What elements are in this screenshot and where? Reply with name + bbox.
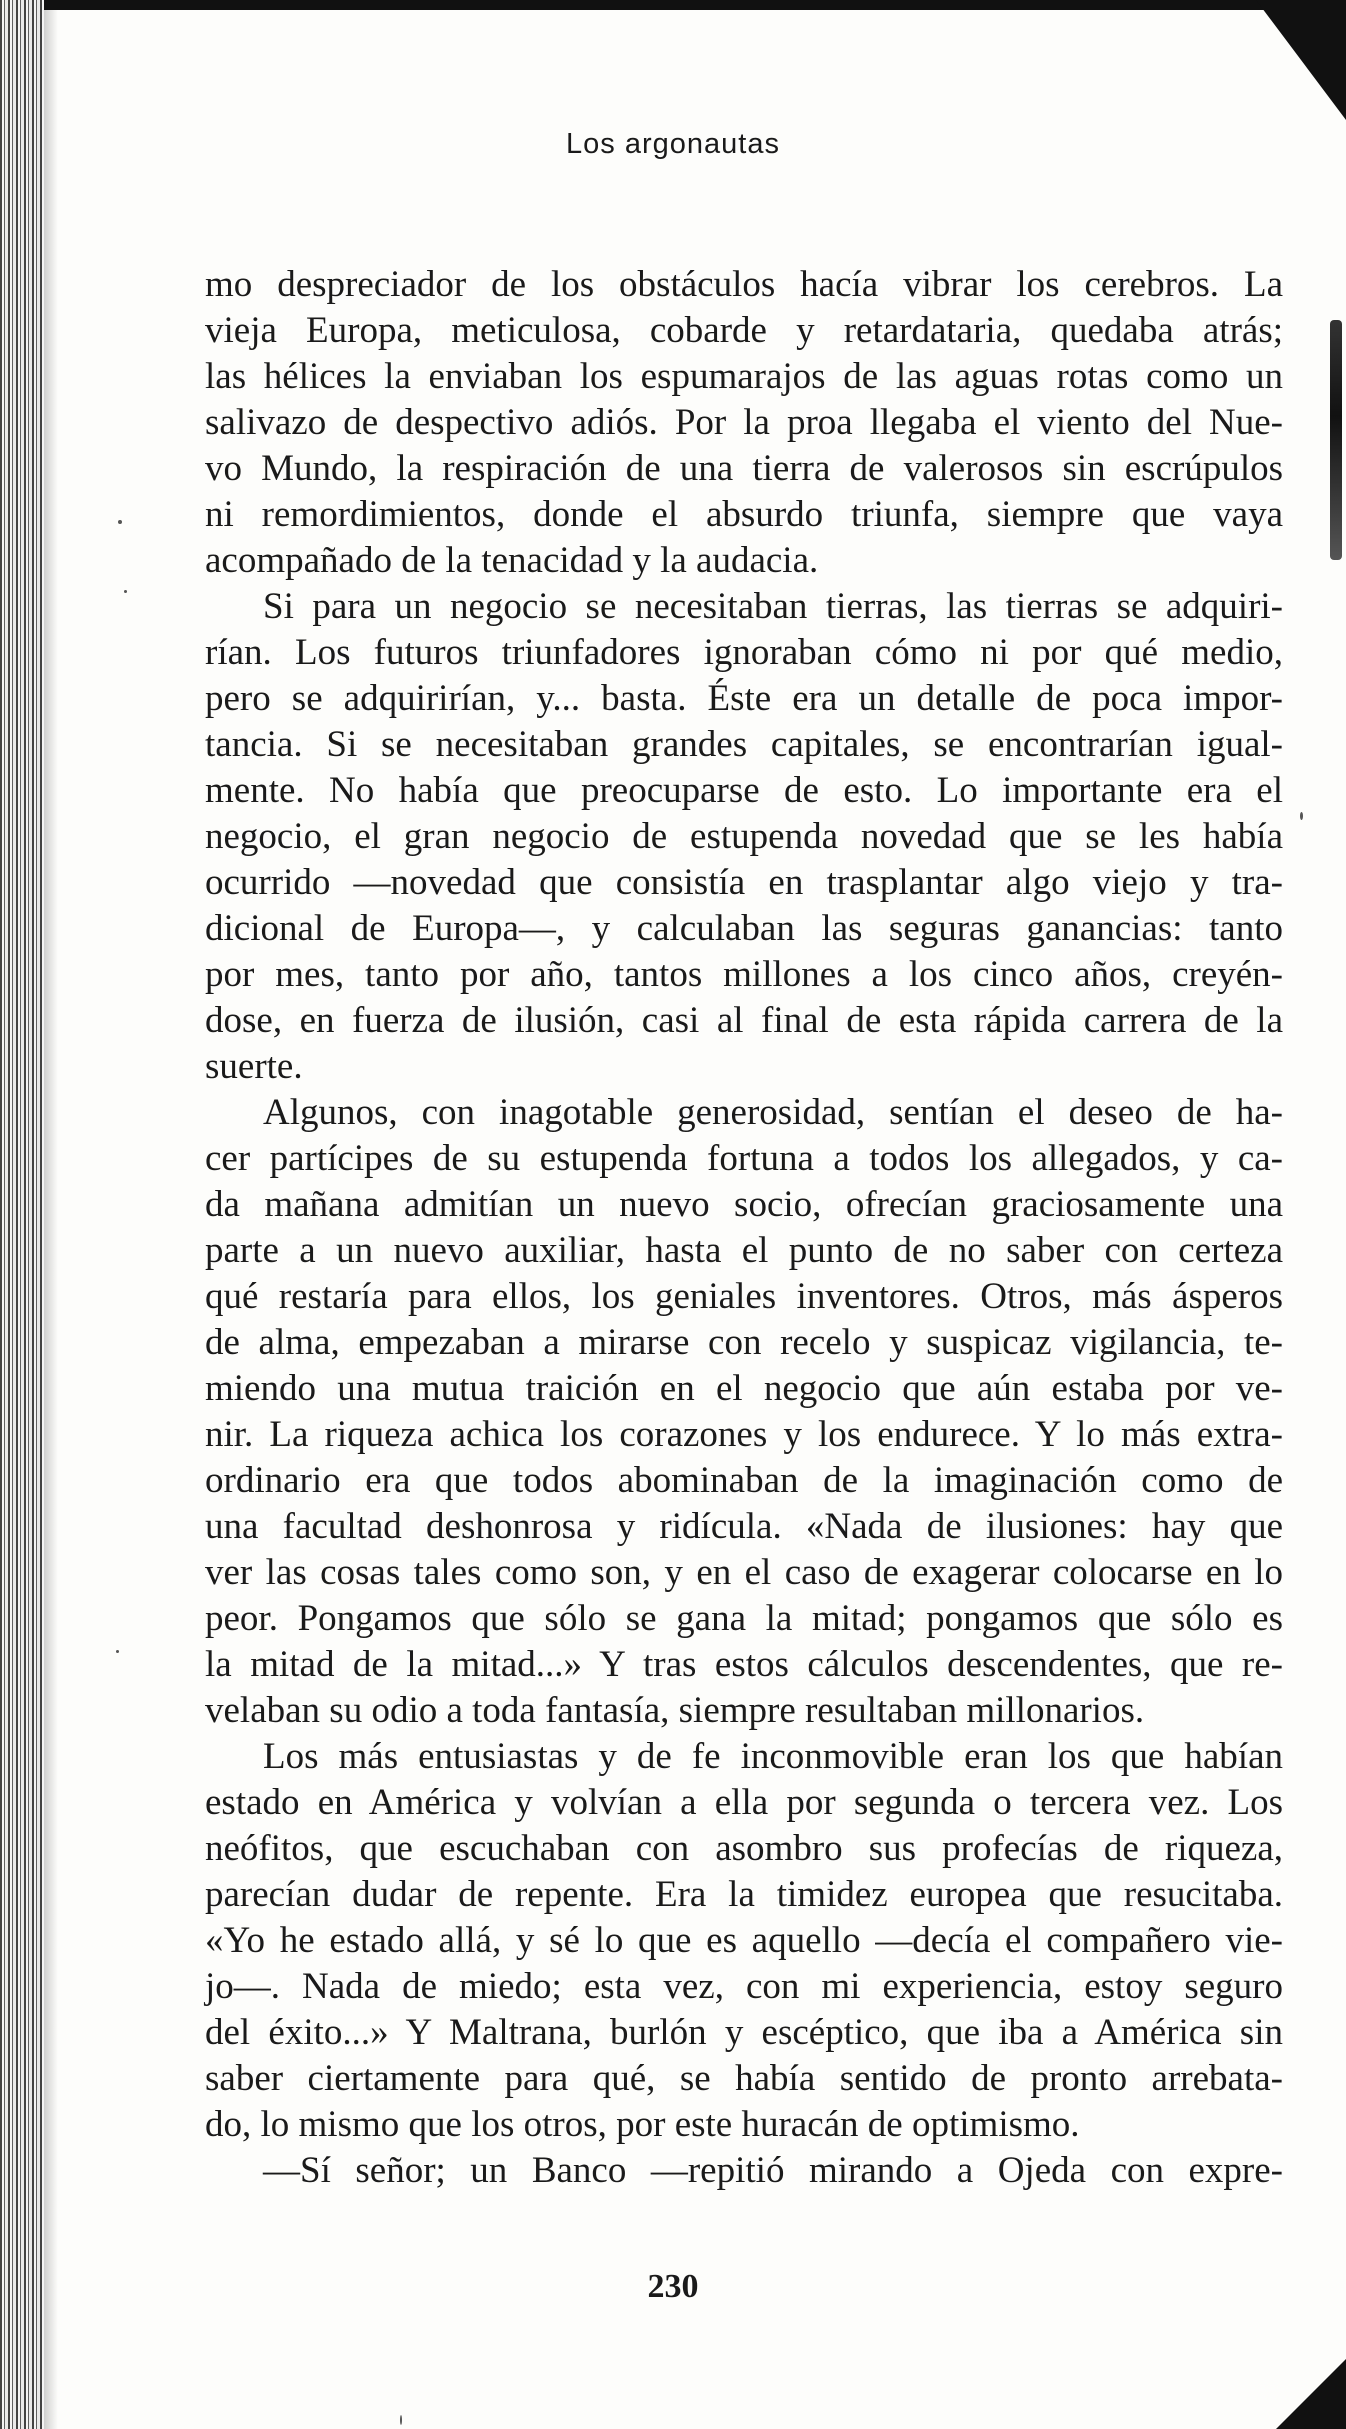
text-line: ni remordimientos, donde el absurdo triunfa, siempre que vaya bbox=[205, 494, 1283, 535]
text-line: Los más entusiastas y de fe inconmovible eran los que habían bbox=[263, 1736, 1283, 1777]
text-line: ver las cosas tales como son, y en el caso de exagerar colocarse en lo bbox=[205, 1552, 1283, 1593]
text-line: vo Mundo, la respiración de una tierra de valerosos sin escrúpulos bbox=[205, 448, 1283, 489]
text-line: da mañana admitían un nuevo socio, ofrecían graciosamente una bbox=[205, 1184, 1283, 1225]
text-line: dicional de Europa—, y calculaban las seguras ganancias: tanto bbox=[205, 908, 1283, 949]
text-line: vieja Europa, meticulosa, cobarde y retardataria, quedaba atrás; bbox=[205, 310, 1283, 351]
running-title: Los argonautas bbox=[566, 128, 780, 160]
text-line: la mitad de la mitad...» Y tras estos cálculos descendentes, que re- bbox=[205, 1644, 1283, 1685]
text-line: parecían dudar de repente. Era la timidez europea que resucitaba. bbox=[205, 1874, 1283, 1915]
scan-speck bbox=[116, 1650, 119, 1653]
scan-speck bbox=[400, 2415, 402, 2425]
text-line: ordinario era que todos abominaban de la imaginación como de bbox=[205, 1460, 1283, 1501]
bottom-right-corner-shadow bbox=[1276, 2359, 1346, 2429]
text-line: —Sí señor; un Banco —repitió mirando a Ojeda con expre- bbox=[263, 2150, 1283, 2191]
text-line: parte a un nuevo auxiliar, hasta el punto de no saber con certeza bbox=[205, 1230, 1283, 1271]
text-line: cer partícipes de su estupenda fortuna a todos los allegados, y ca- bbox=[205, 1138, 1283, 1179]
text-line: de alma, empezaban a mirarse con recelo y suspicaz vigilancia, te- bbox=[205, 1322, 1283, 1363]
top-right-corner-shadow bbox=[1256, 0, 1346, 120]
text-line: dose, en fuerza de ilusión, casi al final de esta rápida carrera de la bbox=[205, 1000, 1283, 1041]
text-line: estado en América y volvían a ella por segunda o tercera vez. Los bbox=[205, 1782, 1283, 1823]
text-line: miendo una mutua traición en el negocio que aún estaba por ve- bbox=[205, 1368, 1283, 1409]
text-line: jo—. Nada de miedo; esta vez, con mi experiencia, estoy seguro bbox=[205, 1966, 1283, 2007]
right-edge-smudge bbox=[1330, 320, 1342, 560]
text-line: nir. La riqueza achica los corazones y los endurece. Y lo más extra- bbox=[205, 1414, 1283, 1455]
text-line: peor. Pongamos que sólo se gana la mitad; pongamos que sólo es bbox=[205, 1598, 1283, 1639]
book-binding-edge bbox=[0, 0, 44, 2429]
text-line: do, lo mismo que los otros, por este huracán de optimismo. bbox=[205, 2104, 1080, 2145]
text-line: mente. No había que preocuparse de esto. Lo importante era el bbox=[205, 770, 1283, 811]
page-number: 230 bbox=[647, 2268, 699, 2305]
text-line: Si para un negocio se necesitaban tierras, las tierras se adquiri- bbox=[263, 586, 1283, 627]
text-line: por mes, tanto por año, tantos millones a los cinco años, creyén- bbox=[205, 954, 1283, 995]
text-line: las hélices la enviaban los espumarajos de las aguas rotas como un bbox=[205, 356, 1283, 397]
text-line: suerte. bbox=[205, 1046, 303, 1087]
scan-speck bbox=[124, 590, 127, 593]
scan-speck bbox=[118, 520, 122, 524]
text-line: ocurrido —novedad que consistía en trasplantar algo viejo y tra- bbox=[205, 862, 1283, 903]
text-line: qué restaría para ellos, los geniales inventores. Otros, más ásperos bbox=[205, 1276, 1283, 1317]
text-line: neófitos, que escuchaban con asombro sus profecías de riqueza, bbox=[205, 1828, 1283, 1869]
text-line: pero se adquirirían, y... basta. Éste era un detalle de poca impor- bbox=[205, 678, 1283, 719]
text-line: Algunos, con inagotable generosidad, sentían el deseo de ha- bbox=[263, 1092, 1283, 1133]
text-line: saber ciertamente para qué, se había sentido de pronto arrebata- bbox=[205, 2058, 1283, 2099]
body-text bbox=[205, 262, 1283, 2194]
top-scan-edge bbox=[44, 0, 1344, 10]
text-line: «Yo he estado allá, y sé lo que es aquello —decía el compañero vie- bbox=[205, 1920, 1283, 1961]
text-line: del éxito...» Y Maltrana, burlón y escéptico, que iba a América sin bbox=[205, 2012, 1283, 2053]
text-line: mo despreciador de los obstáculos hacía vibrar los cerebros. La bbox=[205, 264, 1283, 305]
binding-shadow bbox=[44, 0, 58, 2429]
text-line: una facultad deshonrosa y ridícula. «Nada de ilusiones: hay que bbox=[205, 1506, 1283, 1547]
text-line: velaban su odio a toda fantasía, siempre resultaban millonarios. bbox=[205, 1690, 1145, 1731]
text-line: salivazo de despectivo adiós. Por la proa llegaba el viento del Nue- bbox=[205, 402, 1283, 443]
text-line: tancia. Si se necesitaban grandes capitales, se encontrarían igual- bbox=[205, 724, 1283, 765]
text-line: acompañado de la tenacidad y la audacia. bbox=[205, 540, 819, 581]
text-line: negocio, el gran negocio de estupenda novedad que se les había bbox=[205, 816, 1283, 857]
text-line: rían. Los futuros triunfadores ignoraban cómo ni por qué medio, bbox=[205, 632, 1283, 673]
scan-speck bbox=[1300, 812, 1303, 820]
